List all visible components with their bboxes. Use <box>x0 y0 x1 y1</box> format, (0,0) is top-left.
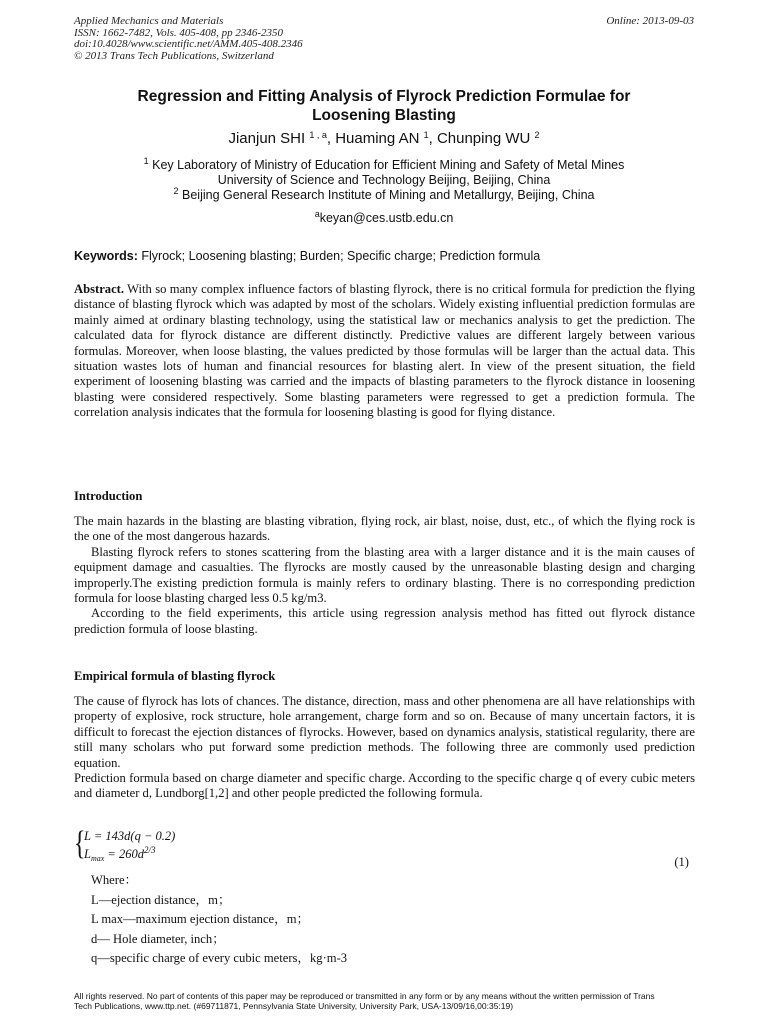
copyright-line: © 2013 Trans Tech Publications, Switzerland <box>74 49 274 62</box>
definition-item: q—specific charge of every cubic meters，kg·m-3 <box>91 951 348 966</box>
copyright-footer <box>74 991 696 1011</box>
empirical-heading: Empirical formula of blasting flyrock <box>74 669 276 683</box>
email-marker: a <box>314 209 320 219</box>
definition-item: L—ejection distance，m； <box>91 892 231 907</box>
contact-email <box>0 211 768 226</box>
equation-number: (1) <box>674 855 689 869</box>
formula-brace: { <box>74 825 86 862</box>
title-line-2: Loosening Blasting <box>312 107 456 124</box>
introduction-body <box>74 514 695 637</box>
intro-paragraph-3: According to the field experiments, this article using regression analysis method has fitted out flyrock distance prediction formula of loose blasting. <box>74 606 695 636</box>
issn-line: ISSN: 1662-7482, Vols. 405-408, pp 2346-2350 <box>74 26 283 39</box>
journal-name: Applied Mechanics and Materials <box>74 15 224 27</box>
empirical-paragraph-1: The cause of flyrock has lots of chances. The distance, direction, mass and other phenomena are all have relationships with property of explosive, rock structure, hole arrangement, charge form and so on. Because of many uncertain factors, it is difficult to forecast the ejection distances of flyrocks. However, based on dynamics analysis, statistical regularity, there are still many scholars who put forward some prediction methods. The following three are commonly used prediction equation. <box>74 694 695 770</box>
keywords-text: Flyrock; Loosening blasting; Burden; Specific charge; Prediction formula <box>141 249 541 263</box>
abstract-text: With so many complex influence factors of blasting flyrock, there is no critical formula for prediction the flying distance of blasting flyrock which was adapted by most of the scholars. Widely existing influential prediction formulas are mainly aimed at ordinary blasting technology, using the statistical law or mechanics analysis to get the prediction. The calculated data for flyrock distance are different distinctly. Predictive values are different largely between various formulas. Moreover, when loose blasting, the values predicted by those formulas will be larger than the actual data. This situation wastes lots of human and financial resources for blasting alert. In view of the present situation, the field experiment of loosening blasting was carried and the impacts of blasting parameters to the flyrock distance in loosening blasting were considered respectively. Some blasting parameters were regressed to get a prediction formula. The correlation analysis indicates that the formula for loosening blasting is good for flying distance. <box>74 282 695 420</box>
introduction-heading: Introduction <box>74 489 143 503</box>
author-1-affil: 1 , a <box>309 130 327 140</box>
where-label: Where： <box>91 873 138 887</box>
definition-item: L max—maximum ejection distance，m； <box>91 912 310 927</box>
author-3-affil: 2 <box>534 130 540 140</box>
empirical-body <box>74 694 695 802</box>
footer-line-2: Tech Publications, www.ttp.net. (#69711871, Pennsylvania State University, University Park, USA-13/09/16,00:35:19) <box>74 1001 514 1011</box>
abstract-label: Abstract. <box>74 282 125 296</box>
author-2-affil: 1 <box>423 130 429 140</box>
affiliation-1: $^1$ Key Laboratory of Ministry of Education for Efficient Mining and Safety of Metal Mines <box>143 156 625 172</box>
formula-line-1: L = 143d(q − 0.2) <box>84 829 176 843</box>
introduction-section <box>74 489 695 504</box>
keywords <box>74 249 540 263</box>
author-3: , Chunping WU <box>428 130 531 147</box>
formula-1 <box>84 827 175 868</box>
abstract <box>74 282 695 421</box>
running-header <box>74 16 303 62</box>
email-address[interactable]: keyan@ces.ustb.edu.cn <box>319 211 454 225</box>
doi-line: doi:10.4028/www.scientific.net/AMM.405-408.2346 <box>74 38 303 50</box>
intro-paragraph-1: The main hazards in the blasting are blasting vibration, flying rock, air blast, noise, dust, etc., of which the flying rock is the one of the most dangerous hazards. <box>74 514 695 544</box>
author-list <box>0 130 768 147</box>
footer-line-1: All rights reserved. No part of contents of this paper may be reproduced or transmitted in any form or by any means without the written permission of Trans <box>74 991 655 1001</box>
empirical-paragraph-2: Prediction formula based on charge diameter and specific charge. According to the specific charge q of every cubic meters and diameter d, Lundborg[1,2] and other people predicted the following formula. <box>74 771 695 801</box>
formula-line-2: $L_{max} = 260d^{2/3}$ <box>84 845 156 863</box>
affiliations <box>0 158 768 203</box>
title-line-1: Regression and Fitting Analysis of Flyrock Prediction Formulae for <box>137 88 631 105</box>
variable-definitions <box>91 871 347 969</box>
affiliation-2: $^2$ Beijing General Research Institute of Mining and Metallurgy, Beijing, China <box>173 186 595 202</box>
keywords-label: Keywords: <box>74 249 138 263</box>
author-2: , Huaming AN <box>326 130 420 147</box>
definition-item: d— Hole diameter, inch； <box>91 931 225 946</box>
empirical-section <box>74 669 695 684</box>
affiliation-1-line-2: University of Science and Technology Beijing, Beijing, China <box>217 173 551 187</box>
intro-paragraph-2: Blasting flyrock refers to stones scattering from the blasting area with a larger distance and it is the main causes of equipment damage and casualties. The flyrocks are mostly caused by the unreasonable blasting design and charging improperly.The existing prediction formula is mainly refers to ordinary blasting. There is no corresponding prediction formula for loose blasting charged less 0.5 kg/m3. <box>74 544 695 606</box>
author-1: Jianjun SHI <box>228 130 306 147</box>
paper-title <box>0 87 768 125</box>
online-date: Online: 2013-09-03 <box>606 15 694 27</box>
